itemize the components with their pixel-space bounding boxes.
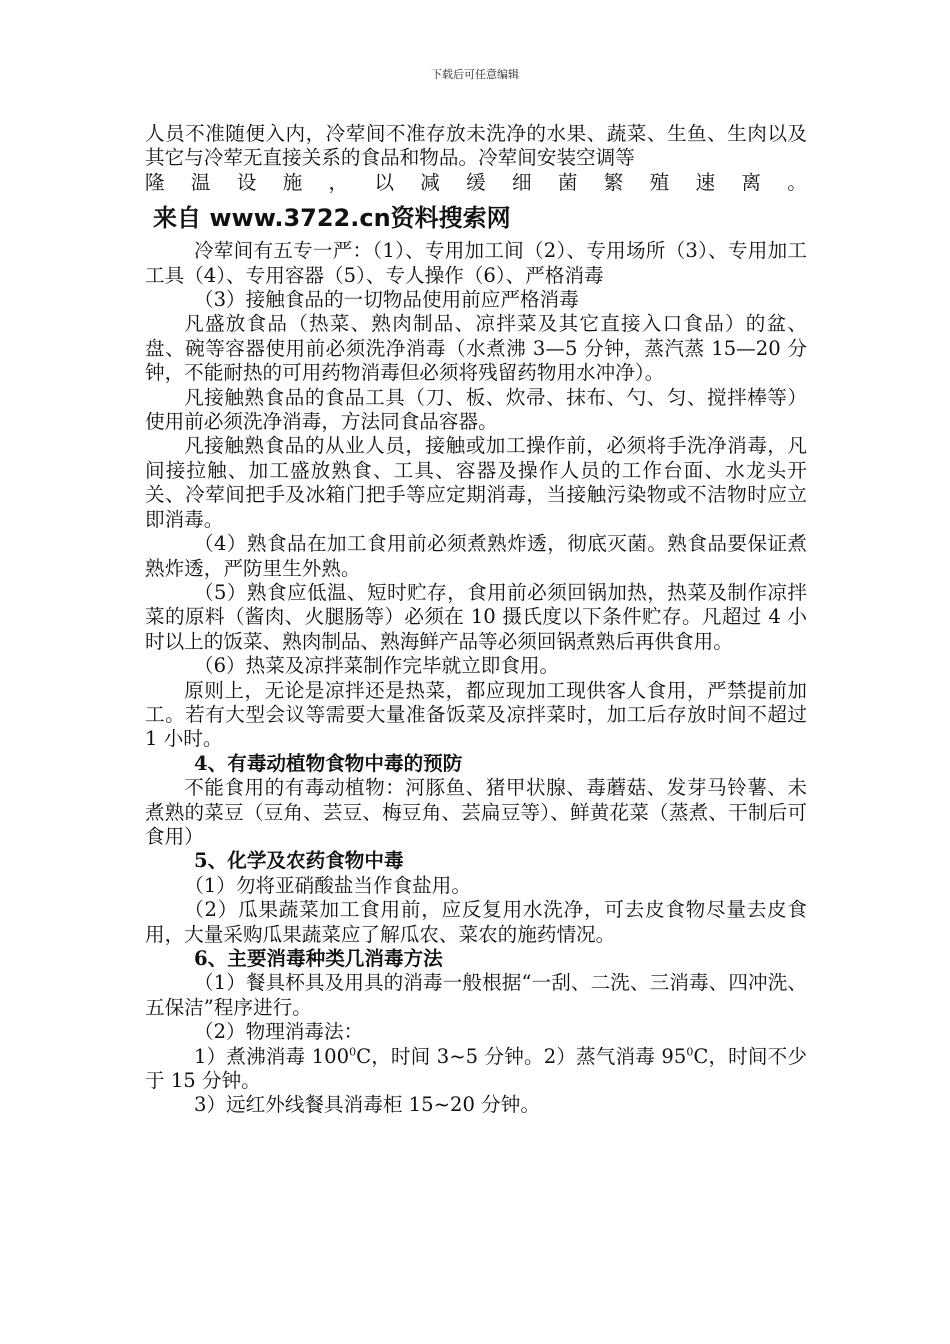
paragraph-containers: 凡盛放食品（热菜、熟肉制品、凉拌菜及其它直接入口食品）的盆、盘、碗等容器使用前必须洗净消毒（水煮沸 3—5 分钟，蒸汽蒸 15—20 分钟，不能耐热的可用药物消毒但必须将残留药物用水冲净）。 (145, 312, 807, 385)
item-vegetables: （2）瓜果蔬菜加工食用前，应反复用水洗净，可去皮食物尽量去皮食用，大量采购瓜果蔬菜应了解瓜农、菜农的施药情况。 (145, 898, 807, 946)
paragraph-cold-room-rules-last-line: 隆 温 设 施 ， 以 减 缓 细 菌 繁 殖 速 离 。 (145, 170, 807, 194)
item-physical-method: （2）物理消毒法： (194, 1020, 364, 1044)
paragraph-principle: 原则上，无论是凉拌还是热菜，都应现加工现供客人食用，严禁提前加工。若有大型会议等需要大量准备饭菜及凉拌菜时，加工后存放时间不超过 1 小时。 (145, 678, 807, 751)
item-4: （4）熟食品在加工食用前必须煮熟炸透，彻底灭菌。熟食品要保证煮熟炸透，严防里生外熟。 (145, 532, 807, 580)
paragraph-staff: 凡接触熟食品的从业人员，接触或加工操作前，必须将手洗净消毒，凡间接拉触、加工盛放熟食、工具、容器及操作人员的工作台面、水龙头开关、冷荤间把手及冰箱门把手等应定期消毒，当接触污染物或不洁物时应立即消毒。 (145, 434, 807, 531)
source-watermark: 来自 www.3722.cn资料搜索网 (153, 204, 511, 233)
item-nitrite: （1）勿将亚硝酸盐当作食盐用。 (184, 873, 471, 897)
item-3-heading: （3）接触食品的一切物品使用前应严格消毒 (194, 288, 579, 312)
paragraph-tools: 凡接触熟食品的食品工具（刀、板、炊帚、抹布、勺、匀、搅拌棒等）使用前必须洗净消毒，方法同食品容器。 (145, 385, 807, 434)
section-heading-5: 5、化学及农药食物中毒 (194, 849, 404, 873)
paragraph-toxic-plants: 不能食用的有毒动植物：河豚鱼、猪甲状腺、毒蘑菇、发芽马铃薯、未煮熟的菜豆（豆角、芸豆、梅豆角、芸扁豆等）、鲜黄花菜（蒸煮、干制后可食用） (145, 776, 807, 848)
section-heading-4: 4、有毒动植物食物中毒的预防 (194, 751, 463, 775)
paragraph-cold-room-rules: 人员不准随便入内，冷荤间不准存放未洗净的水果、蔬菜、生鱼、生肉以及其它与冷荤无直接关系的食品和物品。冷荤间安装空调等 (145, 122, 807, 170)
section-heading-6: 6、主要消毒种类几消毒方法 (194, 947, 443, 970)
item-5: （5）熟食应低温、短时贮存，食用前必须回锅加热，热菜及制作凉拌菜的原料（酱肉、火腿肠等）必须在 10 摄氏度以下条件贮存。凡超过 4 小时以上的饭菜、熟肉制品、熟海鲜产品等必须回锅煮熟后再供食用。 (145, 580, 807, 653)
item-boiling-steam: 1）煮沸消毒 $100^0C$，时间 3~5 分钟。2）蒸气消毒 $95^0C$，时间不少于 15 分钟。 (145, 1044, 807, 1093)
document-body (145, 122, 807, 1118)
item-tableware: （1）餐具杯具及用具的消毒一般根据“一刮、二洗、三消毒、四冲洗、五保洁”程序进行。 (145, 971, 807, 1019)
page-header-note: 下载后可任意编辑 (431, 68, 519, 81)
paragraph-five-specials: 冷荤间有五专一严：（1）、专用加工间（2）、专用场所（3）、专用加工工具（4）、专用容器（5）、专人操作（6）、严格消毒 (145, 239, 807, 287)
item-6: （6）热菜及凉拌菜制作完毕就立即食用。 (194, 654, 560, 678)
item-infrared-cabinet: 3）远红外线餐具消毒柜 15~20 分钟。 (194, 1093, 540, 1117)
